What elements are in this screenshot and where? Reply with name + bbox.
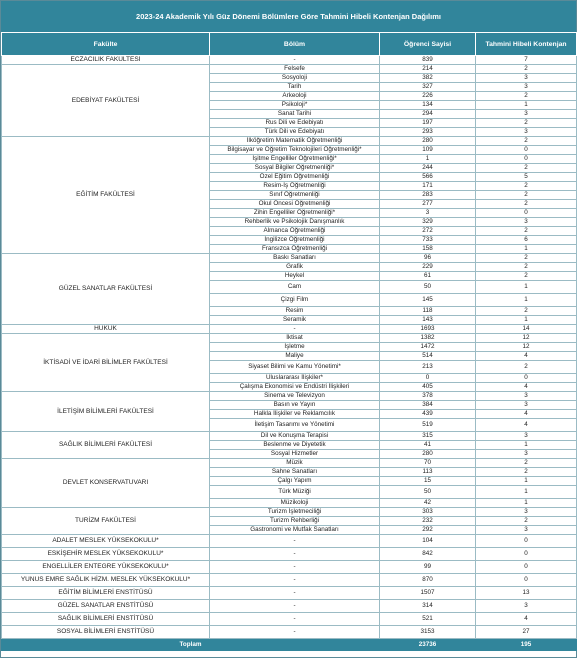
department-cell: Turizm Rehberliği: [210, 517, 380, 526]
quota-cell: 2: [476, 307, 577, 316]
department-cell: Felsefe: [210, 65, 380, 74]
student-count-cell: 839: [380, 56, 476, 65]
quota-cell: 3: [476, 401, 577, 410]
student-count-cell: 277: [380, 200, 476, 209]
quota-cell: 2: [476, 263, 577, 272]
sheet-title: 2023-24 Akademik Yılı Güz Dönemi Bölümlere Göre Tahmini Hibeli Kontenjan Dağılımı: [1, 1, 576, 32]
table-row: [2, 334, 577, 343]
student-count-cell: 329: [380, 218, 476, 227]
quota-cell: 0: [476, 155, 577, 164]
faculty-name-cell: TURİZM FAKÜLTESİ: [2, 508, 210, 535]
department-cell: Heykel: [210, 272, 380, 281]
student-count-cell: 1: [380, 155, 476, 164]
department-cell: Psikoloji*: [210, 101, 380, 110]
student-count-cell: 292: [380, 526, 476, 535]
student-count-cell: 566: [380, 173, 476, 182]
student-count-cell: 41: [380, 441, 476, 450]
quota-cell: 3: [476, 110, 577, 119]
quota-cell: 3: [476, 508, 577, 517]
quota-cell: 3: [476, 450, 577, 459]
department-cell: -: [210, 56, 380, 65]
student-count-cell: 145: [380, 294, 476, 307]
department-cell: Beslenme ve Diyetetik: [210, 441, 380, 450]
department-cell: Zihin Engelliler Öğretmenliği*: [210, 209, 380, 218]
department-cell: Halkla İlişkiler ve Reklamcılık: [210, 410, 380, 419]
quota-cell: 2: [476, 200, 577, 209]
student-count-cell: 521: [380, 613, 476, 626]
quota-cell: 0: [476, 209, 577, 218]
faculty-name-cell: HUKUK: [2, 325, 210, 334]
total-student-count: 23736: [380, 639, 476, 651]
department-cell: Sosyal Hizmetler: [210, 450, 380, 459]
table-row: [2, 600, 577, 613]
department-cell: Uluslararası İlişkiler*: [210, 374, 380, 383]
student-count-cell: 109: [380, 146, 476, 155]
student-count-cell: 439: [380, 410, 476, 419]
student-count-cell: 143: [380, 316, 476, 325]
department-cell: İlköğretim Matematik Öğretmenliği: [210, 137, 380, 146]
student-count-cell: 280: [380, 450, 476, 459]
quota-cell: 3: [476, 526, 577, 535]
quota-cell: 4: [476, 383, 577, 392]
student-count-cell: 1507: [380, 587, 476, 600]
quota-cell: 0: [476, 548, 577, 561]
student-count-cell: 118: [380, 307, 476, 316]
quota-cell: 2: [476, 272, 577, 281]
quota-cell: 4: [476, 613, 577, 626]
faculty-name-cell: ECZACILIK FAKÜLTESİ: [2, 56, 210, 65]
table-row: [2, 626, 577, 639]
department-cell: Çalışma Ekonomisi ve Endüstri İlişkileri: [210, 383, 380, 392]
quota-cell: 1: [476, 294, 577, 307]
quota-cell: 1: [476, 245, 577, 254]
student-count-cell: 294: [380, 110, 476, 119]
faculty-name-cell: EĞİTİM BİLİMLERİ ENSTİTÜSÜ: [2, 587, 210, 600]
header-quota: Tahmini Hibeli Kontenjan: [476, 33, 577, 56]
student-count-cell: 314: [380, 600, 476, 613]
student-count-cell: 280: [380, 137, 476, 146]
student-count-cell: 303: [380, 508, 476, 517]
department-cell: Çizgi Film: [210, 294, 380, 307]
student-count-cell: 378: [380, 392, 476, 401]
department-cell: Sinema ve Televizyon: [210, 392, 380, 401]
quota-cell: 2: [476, 459, 577, 468]
department-cell: Fransızca Öğretmenliği: [210, 245, 380, 254]
student-count-cell: 327: [380, 83, 476, 92]
department-cell: -: [210, 600, 380, 613]
table-body: [2, 56, 577, 651]
quota-cell: 4: [476, 410, 577, 419]
student-count-cell: 382: [380, 74, 476, 83]
student-count-cell: 214: [380, 65, 476, 74]
total-quota: 195: [476, 639, 577, 651]
quota-cell: 2: [476, 137, 577, 146]
department-cell: Sosyoloji: [210, 74, 380, 83]
quota-cell: 1: [476, 101, 577, 110]
department-cell: Grafik: [210, 263, 380, 272]
quota-cell: 2: [476, 254, 577, 263]
faculty-name-cell: DEVLET KONSERVATUVARI: [2, 459, 210, 508]
department-cell: Cam: [210, 281, 380, 294]
table-row: [2, 574, 577, 587]
student-count-cell: 842: [380, 548, 476, 561]
quota-cell: 4: [476, 352, 577, 361]
faculty-name-cell: GÜZEL SANATLAR FAKÜLTESİ: [2, 254, 210, 325]
department-cell: Sahne Sanatları: [210, 468, 380, 477]
department-cell: Maliye: [210, 352, 380, 361]
department-cell: İşletme: [210, 343, 380, 352]
table-row: [2, 432, 577, 441]
student-count-cell: 61: [380, 272, 476, 281]
quota-cell: 6: [476, 236, 577, 245]
department-cell: Gastronomi ve Mutfak Sanatları: [210, 526, 380, 535]
faculty-name-cell: EĞİTİM FAKÜLTESİ: [2, 137, 210, 254]
department-cell: İşitme Engelliler Öğretmenliği*: [210, 155, 380, 164]
faculty-name-cell: İLETİŞİM BİLİMLERİ FAKÜLTESİ: [2, 392, 210, 432]
table-row: [2, 459, 577, 468]
faculty-name-cell: SAĞLIK BİLİMLERİ ENSTİTÜSÜ: [2, 613, 210, 626]
department-cell: Turizm İşletmeciliği: [210, 508, 380, 517]
faculty-name-cell: ESKİŞEHİR MESLEK YÜKSEKOKULU*: [2, 548, 210, 561]
student-count-cell: 272: [380, 227, 476, 236]
faculty-name-cell: SAĞLIK BİLİMLERİ FAKÜLTESİ: [2, 432, 210, 459]
student-count-cell: 283: [380, 191, 476, 200]
total-label: Toplam: [2, 639, 380, 651]
department-cell: Resim-İş Öğretmenliği: [210, 182, 380, 191]
quota-cell: 3: [476, 392, 577, 401]
student-count-cell: 1472: [380, 343, 476, 352]
student-count-cell: 113: [380, 468, 476, 477]
quota-cell: 12: [476, 343, 577, 352]
table-row: [2, 508, 577, 517]
student-count-cell: 197: [380, 119, 476, 128]
department-cell: -: [210, 574, 380, 587]
student-count-cell: 293: [380, 128, 476, 137]
department-cell: Resim: [210, 307, 380, 316]
department-cell: Çalgı Yapım: [210, 477, 380, 486]
quota-cell: 0: [476, 574, 577, 587]
table-row: [2, 548, 577, 561]
quota-cell: 0: [476, 374, 577, 383]
quota-cell: 1: [476, 477, 577, 486]
student-count-cell: 50: [380, 281, 476, 294]
department-cell: Müzik: [210, 459, 380, 468]
quota-cell: 1: [476, 486, 577, 499]
quota-cell: 3: [476, 128, 577, 137]
student-count-cell: 0: [380, 374, 476, 383]
department-cell: Okul Öncesi Öğretmenliği: [210, 200, 380, 209]
department-cell: -: [210, 548, 380, 561]
student-count-cell: 134: [380, 101, 476, 110]
department-cell: İktisat: [210, 334, 380, 343]
faculty-name-cell: ADALET MESLEK YÜKSEKOKULU*: [2, 535, 210, 548]
department-cell: -: [210, 325, 380, 334]
student-count-cell: 3: [380, 209, 476, 218]
quota-cell: 2: [476, 468, 577, 477]
department-cell: Sınıf Öğretmenliği: [210, 191, 380, 200]
department-cell: Bilgisayar ve Öğretim Teknolojileri Öğretmenliği*: [210, 146, 380, 155]
department-cell: Basın ve Yayın: [210, 401, 380, 410]
quota-cell: 2: [476, 92, 577, 101]
student-count-cell: 315: [380, 432, 476, 441]
table-row: [2, 392, 577, 401]
header-faculty: Fakülte: [2, 33, 210, 56]
header-row: [2, 33, 577, 56]
department-cell: Arkeoloji: [210, 92, 380, 101]
quota-cell: 27: [476, 626, 577, 639]
student-count-cell: 519: [380, 419, 476, 432]
department-cell: -: [210, 613, 380, 626]
student-count-cell: 3153: [380, 626, 476, 639]
quota-cell: 13: [476, 587, 577, 600]
department-cell: Baskı Sanatları: [210, 254, 380, 263]
department-cell: Almanca Öğretmenliği: [210, 227, 380, 236]
student-count-cell: 213: [380, 361, 476, 374]
student-count-cell: 104: [380, 535, 476, 548]
quota-cell: 1: [476, 441, 577, 450]
department-cell: Siyaset Bilimi ve Kamu Yönetimi*: [210, 361, 380, 374]
quota-cell: 3: [476, 600, 577, 613]
quota-cell: 2: [476, 361, 577, 374]
quota-cell: 2: [476, 182, 577, 191]
quota-cell: 2: [476, 517, 577, 526]
department-cell: Sosyal Bilgiler Öğretmenliği*: [210, 164, 380, 173]
student-count-cell: 244: [380, 164, 476, 173]
quota-cell: 2: [476, 65, 577, 74]
department-cell: Tarih: [210, 83, 380, 92]
faculty-name-cell: ENGELLİLER ENTEGRE YÜKSEKOKULU*: [2, 561, 210, 574]
student-count-cell: 229: [380, 263, 476, 272]
quota-cell: 2: [476, 164, 577, 173]
quota-cell: 3: [476, 432, 577, 441]
total-row: [2, 639, 577, 651]
student-count-cell: 96: [380, 254, 476, 263]
table-row: [2, 535, 577, 548]
quota-cell: 12: [476, 334, 577, 343]
department-cell: İletişim Tasarımı ve Yönetimi: [210, 419, 380, 432]
quota-cell: 2: [476, 119, 577, 128]
student-count-cell: 1693: [380, 325, 476, 334]
faculty-name-cell: İKTİSADİ VE İDARİ BİLİMLER FAKÜLTESİ: [2, 334, 210, 392]
department-cell: Sanat Tarihi: [210, 110, 380, 119]
student-count-cell: 870: [380, 574, 476, 587]
quota-cell: 1: [476, 316, 577, 325]
table-row: [2, 65, 577, 74]
department-cell: -: [210, 561, 380, 574]
table-row: [2, 254, 577, 263]
student-count-cell: 158: [380, 245, 476, 254]
quota-cell: 14: [476, 325, 577, 334]
student-count-cell: 99: [380, 561, 476, 574]
student-count-cell: 50: [380, 486, 476, 499]
quota-table: [1, 32, 577, 651]
quota-cell: 3: [476, 74, 577, 83]
department-cell: Özel Eğitim Öğretmenliği: [210, 173, 380, 182]
header-department: Bölüm: [210, 33, 380, 56]
table-row: [2, 587, 577, 600]
student-count-cell: 226: [380, 92, 476, 101]
department-cell: -: [210, 535, 380, 548]
table-row: [2, 137, 577, 146]
department-cell: Müzikoloji: [210, 499, 380, 508]
faculty-name-cell: EDEBİYAT FAKÜLTESİ: [2, 65, 210, 137]
department-cell: Rehberlik ve Psikolojik Danışmanlık: [210, 218, 380, 227]
department-cell: -: [210, 587, 380, 600]
header-student-count: Öğrenci Sayisi: [380, 33, 476, 56]
student-count-cell: 42: [380, 499, 476, 508]
student-count-cell: 384: [380, 401, 476, 410]
department-cell: Rus Dili ve Edebiyatı: [210, 119, 380, 128]
student-count-cell: 232: [380, 517, 476, 526]
quota-cell: 3: [476, 218, 577, 227]
student-count-cell: 1382: [380, 334, 476, 343]
faculty-name-cell: YUNUS EMRE SAĞLIK HİZM. MESLEK YÜKSEKOKULU*: [2, 574, 210, 587]
quota-cell: 7: [476, 56, 577, 65]
table-row: [2, 613, 577, 626]
student-count-cell: 733: [380, 236, 476, 245]
faculty-name-cell: SOSYAL BİLİMLERİ ENSTİTÜSÜ: [2, 626, 210, 639]
quota-cell: 2: [476, 227, 577, 236]
student-count-cell: 405: [380, 383, 476, 392]
quota-cell: 1: [476, 281, 577, 294]
table-row: [2, 56, 577, 65]
quota-cell: 5: [476, 173, 577, 182]
department-cell: Türk Dili ve Edebiyatı: [210, 128, 380, 137]
quota-cell: 3: [476, 83, 577, 92]
quota-cell: 1: [476, 499, 577, 508]
quota-cell: 0: [476, 146, 577, 155]
quota-cell: 0: [476, 561, 577, 574]
quota-cell: 0: [476, 535, 577, 548]
department-cell: Seramik: [210, 316, 380, 325]
table-row: [2, 325, 577, 334]
quota-cell: 4: [476, 419, 577, 432]
department-cell: -: [210, 626, 380, 639]
quota-cell: 2: [476, 191, 577, 200]
student-count-cell: 171: [380, 182, 476, 191]
student-count-cell: 514: [380, 352, 476, 361]
faculty-name-cell: GÜZEL SANATLAR ENSTİTÜSÜ: [2, 600, 210, 613]
student-count-cell: 70: [380, 459, 476, 468]
department-cell: Dil ve Konuşma Terapisi: [210, 432, 380, 441]
student-count-cell: 15: [380, 477, 476, 486]
department-cell: İngilizce Öğretmenliği: [210, 236, 380, 245]
department-cell: Türk Müziği: [210, 486, 380, 499]
table-row: [2, 561, 577, 574]
